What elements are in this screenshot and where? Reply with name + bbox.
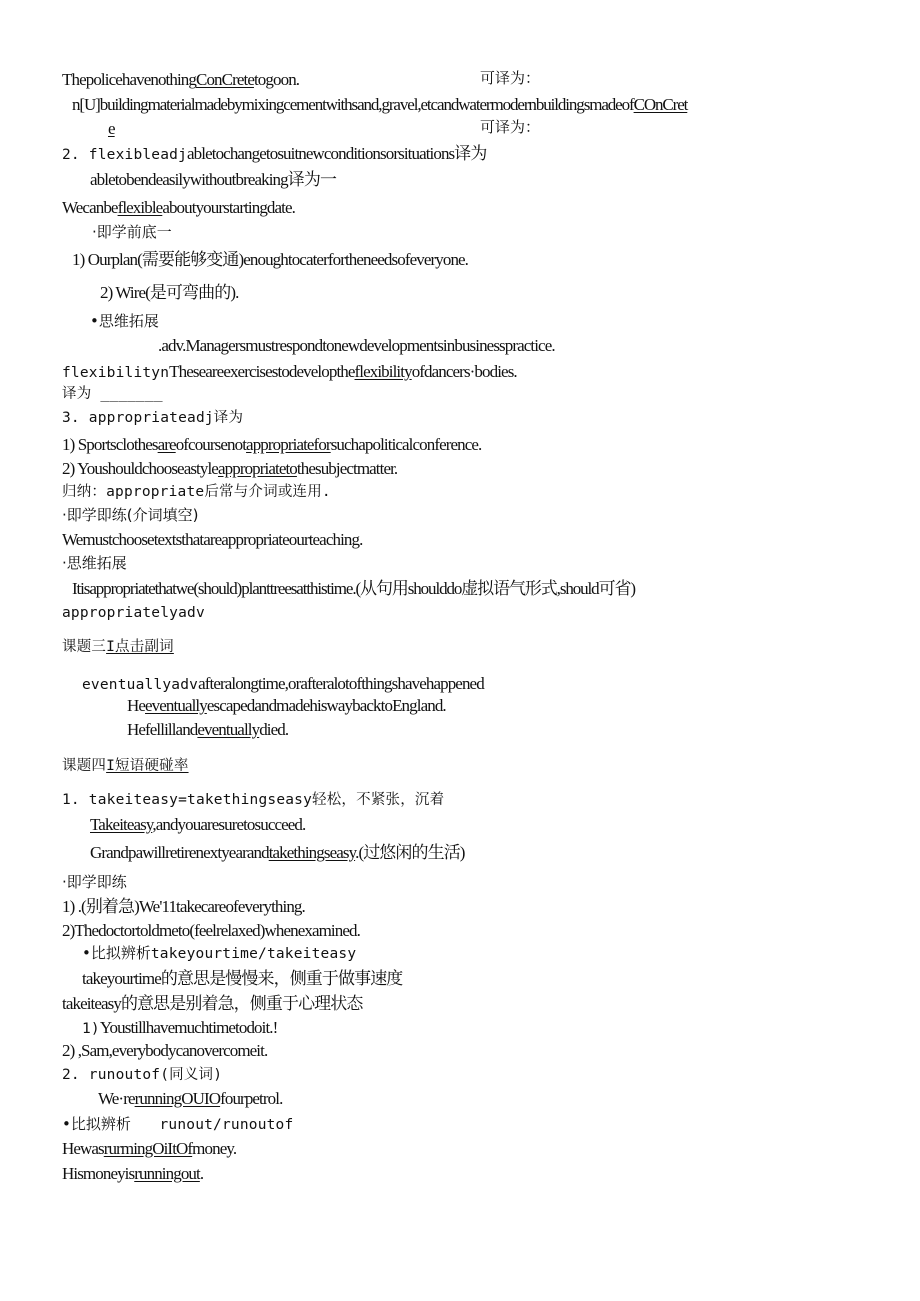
doc-line bbox=[62, 793, 444, 808]
doc-line bbox=[108, 120, 115, 137]
text-run: died. bbox=[259, 720, 289, 739]
text-run: 3. appropriateadj译为 bbox=[62, 410, 244, 426]
text-run: takeiteasy的意思是别着急，侧重于心理状态 bbox=[62, 994, 363, 1013]
doc-line bbox=[62, 922, 360, 939]
doc-line bbox=[127, 697, 446, 714]
doc-line bbox=[92, 225, 172, 240]
section-heading: •比拟辨析 bbox=[62, 1115, 160, 1133]
doc-line bbox=[82, 675, 484, 693]
doc-line bbox=[62, 995, 362, 1012]
doc-line bbox=[72, 580, 635, 597]
text-run: We·re bbox=[98, 1089, 135, 1108]
doc-line bbox=[62, 1140, 236, 1157]
doc-line bbox=[82, 946, 356, 962]
text-run: appropriatelyadv bbox=[62, 605, 205, 621]
text-run: 1) Sportsclothes bbox=[62, 435, 158, 454]
doc-line bbox=[480, 120, 540, 135]
text-run: 可译为： bbox=[480, 69, 541, 87]
text-run: 1) .(别着急)We'11takecareofeverything. bbox=[62, 897, 305, 916]
text-run: flexibilityn bbox=[62, 365, 170, 381]
text-run: aboutyourstartingdate. bbox=[162, 198, 295, 217]
underlined-term: are bbox=[157, 435, 176, 454]
doc-line bbox=[62, 460, 397, 477]
doc-line bbox=[82, 1019, 277, 1037]
doc-line bbox=[90, 171, 336, 188]
text-run: 2) Wire(是可弯曲的). bbox=[100, 283, 239, 302]
doc-line bbox=[62, 199, 295, 216]
text-run: abletochangetosuitnewconditionsorsituations译为 bbox=[187, 144, 487, 163]
text-run: abletobendeasilywithoutbreaking译为一 bbox=[90, 170, 337, 189]
text-run: Itisappropriatethatwe(should)planttreesatthistime.(从句用shoulddo虚拟语气形式,should可省) bbox=[72, 579, 635, 598]
text-run: 1) bbox=[82, 1021, 100, 1037]
doc-line bbox=[62, 898, 305, 915]
text-run: 2)Thedoctortoldmeto(feelrelaxed)whenexamined. bbox=[62, 921, 360, 940]
underlined-term: eventually bbox=[145, 696, 207, 715]
text-run: Wemustchoosetextsthatareappropriateourteaching. bbox=[62, 530, 363, 549]
text-run: escapedandmadehiswaybacktoEngland. bbox=[206, 696, 446, 715]
underlined-term: runningout bbox=[134, 1164, 200, 1183]
underlined-term: Takeiteasy bbox=[90, 815, 153, 834]
doc-line bbox=[62, 875, 127, 890]
doc-line bbox=[62, 1042, 267, 1059]
doc-line bbox=[62, 71, 299, 88]
doc-line bbox=[480, 71, 540, 86]
text-run: togoon. bbox=[253, 70, 300, 89]
underlined-term: appropriateto bbox=[217, 459, 297, 478]
underlined-term: takethingseasy bbox=[268, 843, 356, 862]
underlined-term: rurmingOiItOf bbox=[103, 1139, 193, 1158]
text-run: 可译为： bbox=[480, 118, 541, 136]
section-heading: •思维拓展 bbox=[90, 312, 159, 330]
text-run: n[U]buildingmaterialmadebymixingcementwithsand,gravel,etcandwatermodernbuildingsmadeof bbox=[72, 95, 634, 114]
text-run: Thesearee​xercisestodevelopthe bbox=[169, 362, 355, 381]
text-run: 2) ,Sam,everybodycanovercomeit. bbox=[62, 1041, 268, 1060]
text-run: Youstillhavemuchtimetodoit.! bbox=[99, 1018, 278, 1037]
text-run: 2. runoutof(同义词) bbox=[62, 1067, 223, 1083]
doc-line bbox=[62, 387, 163, 402]
doc-line bbox=[62, 411, 243, 426]
text-run: thesubjectmatter. bbox=[296, 459, 398, 478]
text-run: ,andyouaresuretosucceed. bbox=[152, 815, 306, 834]
doc-line bbox=[90, 314, 159, 329]
underlined-term: runningOUIO bbox=[134, 1089, 221, 1108]
text-run: He bbox=[127, 696, 146, 715]
doc-line bbox=[62, 363, 517, 381]
doc-line bbox=[62, 759, 189, 774]
doc-line bbox=[62, 640, 174, 655]
underlined-term: COnCret bbox=[633, 95, 688, 114]
doc-line bbox=[82, 970, 402, 987]
underlined-term: flexibility bbox=[354, 362, 412, 381]
underlined-heading: I短语硬碰率 bbox=[106, 758, 189, 774]
text-run: fourpetrol. bbox=[220, 1089, 283, 1108]
underlined-term: eventually bbox=[197, 720, 260, 739]
section-heading: •比拟辨析 bbox=[82, 944, 151, 962]
section-heading: 课题三 bbox=[62, 639, 107, 655]
doc-line bbox=[90, 816, 305, 833]
doc-line bbox=[62, 1165, 203, 1182]
underlined-heading: I点击副词 bbox=[106, 639, 174, 655]
text-run: 译为 _______ bbox=[62, 386, 163, 402]
section-heading: ·即学即练 bbox=[62, 873, 127, 891]
text-run: .adv.Managersmustrespondtonewdevelopmentsinbusinesspractice. bbox=[158, 336, 555, 355]
text-run: 1) Ourplan(需要能够变通)enoughtocaterfortheneedsofeveryone. bbox=[72, 250, 469, 269]
doc-line bbox=[62, 145, 486, 163]
text-run: 2) Youshouldchooseastyle bbox=[62, 459, 218, 478]
text-run: takeyourtime的意思是慢慢来，侧重于做事速度 bbox=[82, 969, 403, 988]
text-run: Grandpawillretirenextyearand bbox=[90, 843, 269, 862]
underlined-term: e bbox=[108, 119, 115, 138]
section-heading: ·思维拓展 bbox=[62, 554, 127, 572]
doc-line bbox=[62, 436, 481, 453]
doc-line bbox=[72, 251, 468, 268]
underlined-term: ConCrete bbox=[196, 70, 254, 89]
underlined-term: flexible bbox=[117, 198, 163, 217]
doc-line bbox=[100, 284, 238, 301]
text-run: ofdancers·bodies. bbox=[411, 362, 517, 381]
text-run: suchapoliticalconference. bbox=[330, 435, 482, 454]
doc-line bbox=[62, 531, 362, 548]
text-run: Hefellilland bbox=[127, 720, 198, 739]
text-run: 2. flexibleadj bbox=[62, 147, 188, 163]
text-run: afteralongtime,orafteralotofthingshavehappened bbox=[198, 674, 484, 693]
section-heading: ·即学即练(介词填空) bbox=[62, 506, 199, 524]
text-run: money. bbox=[192, 1139, 237, 1158]
text-run: Thepolicehavenothing bbox=[62, 70, 197, 89]
text-run: .(过悠闲的生活) bbox=[355, 843, 465, 862]
text-run: eventuallyadv bbox=[82, 677, 199, 693]
text-run: Hewas bbox=[62, 1139, 104, 1158]
doc-line bbox=[98, 1090, 282, 1107]
doc-line bbox=[72, 96, 687, 113]
doc-line bbox=[62, 556, 127, 571]
text-run: Wecanbe bbox=[62, 198, 118, 217]
text-run: takeyourtime/takeiteasy bbox=[150, 946, 357, 962]
text-run: ofcoursenot bbox=[175, 435, 247, 454]
doc-line bbox=[90, 844, 465, 861]
doc-line bbox=[62, 485, 331, 500]
doc-line bbox=[62, 1117, 293, 1133]
doc-line bbox=[158, 337, 555, 354]
text-run: runout/runoutof bbox=[159, 1117, 294, 1133]
section-heading: 课题四 bbox=[62, 758, 107, 774]
section-heading: ·即学前底一 bbox=[92, 223, 172, 241]
doc-line bbox=[62, 1068, 222, 1083]
text-run: 归纳：appropriate后常与介词或连用. bbox=[62, 484, 331, 500]
doc-line bbox=[127, 721, 288, 738]
text-run: Hismoneyis bbox=[62, 1164, 135, 1183]
text-run: 1. takeiteasy=takethingseasy轻松，不紧张，沉着 bbox=[62, 792, 445, 808]
text-run: . bbox=[199, 1164, 204, 1183]
doc-line bbox=[62, 606, 205, 621]
underlined-term: appropriatefor bbox=[246, 435, 331, 454]
doc-line bbox=[62, 508, 198, 523]
